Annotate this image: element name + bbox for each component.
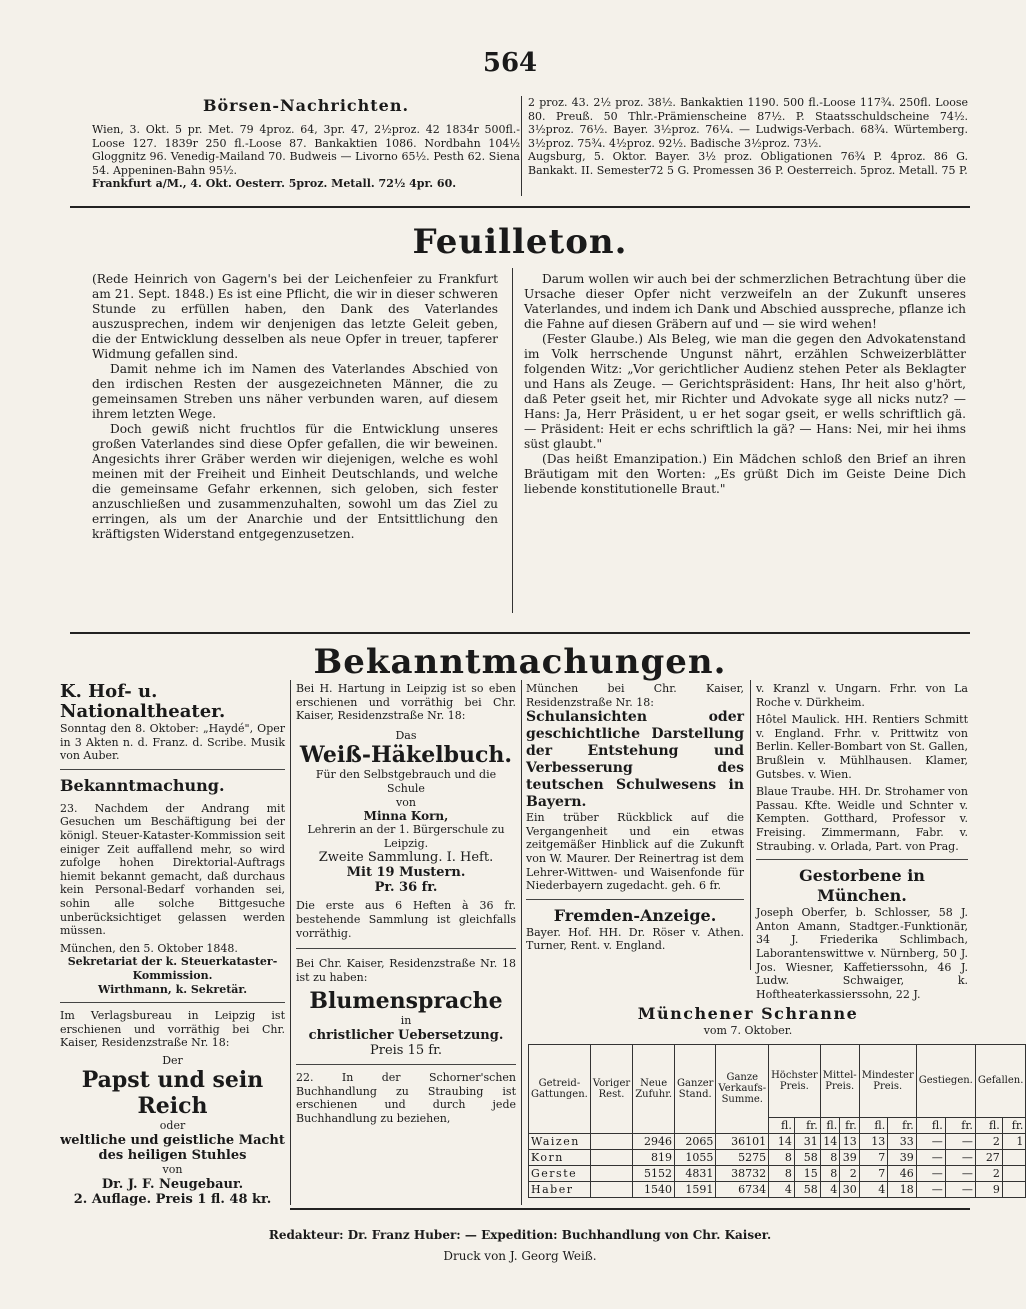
table-cell: 5275	[716, 1149, 769, 1165]
schranne-date: vom 7. Oktober.	[703, 1024, 793, 1037]
grain-name: Gerste	[529, 1165, 591, 1181]
sub-fr: fr.	[794, 1117, 820, 1133]
theater-title: K. Hof- u. Nationaltheater.	[60, 681, 226, 722]
schranne-title: Münchener Schranne	[637, 1004, 859, 1023]
th-gattung: Getreid-Gattungen.	[529, 1044, 591, 1133]
bk-date: München, den 5. Oktober 1848.	[60, 941, 238, 955]
feuilleton-para-2: Damit nehme ich im Namen des Vaterlandes Abschied von den irdischen Resten der ausgezeichneten Männer, die zu gemeinsamen Streben uns näher verbunden waren, auf diesem ihrem letzten Wege.	[92, 362, 498, 421]
table-cell: 46	[888, 1165, 917, 1181]
table-cell: 1591	[675, 1181, 716, 1197]
ads-divider-3	[750, 680, 751, 970]
schul-title: Schulansichten oder geschichtliche Darstellung der Entstehung und Verbesserung des teutschen Schulwesens in Bayern.	[526, 709, 744, 811]
schul-text: Ein trüber Rückblick auf die Vergangenheit und ein etwas zeitgemäßer Hinblick auf die Zukunft von W. Maurer. Der Reinertrag ist dem Lehrer-Wittwen- und Waisenfonde für Niederbayern zugedacht. geh. 6 fr.	[526, 811, 744, 893]
table-cell: 1	[1002, 1133, 1026, 1149]
schul-intro: München bei Chr. Kaiser, Residenzstraße Nr. 18:	[526, 682, 744, 709]
table-cell: —	[945, 1133, 975, 1149]
table-cell: 4	[859, 1181, 888, 1197]
table-cell: —	[916, 1165, 945, 1181]
boerse-title: Börsen-Nachrichten.	[202, 96, 410, 115]
table-cell: 30	[840, 1181, 860, 1197]
ads-col-2	[296, 682, 516, 1125]
bekanntmachungen-title: Bekanntmachungen.	[313, 642, 727, 682]
table-cell	[1002, 1149, 1026, 1165]
th-gestiegen: Gestiegen.	[916, 1044, 975, 1117]
sub-fl: fl.	[975, 1117, 1002, 1133]
blumen-in: in	[400, 1014, 412, 1028]
book-sub-1: weltliche und geistliche Macht	[60, 1133, 285, 1149]
fremden-cont: v. Kranzl v. Ungarn. Frhr. von La Roche v. Dürkheim.	[756, 682, 968, 709]
book-title-papst: Papst und sein Reich	[81, 1067, 264, 1120]
table-cell: 4831	[675, 1165, 716, 1181]
boerse-divider	[521, 96, 522, 196]
table-cell: 13	[840, 1133, 860, 1149]
feuilleton-para-6: (Das heißt Emanzipation.) Ein Mädchen schloß den Brief an ihren Bräutigam mit den Worten: „Es grüßt Dich im Geiste Deine Dich liebende konstitutionelle Braut."	[524, 452, 966, 496]
table-cell: 4	[820, 1181, 839, 1197]
grain-name: Haber	[529, 1181, 591, 1197]
haekel-title: Weiß-Häkelbuch.	[299, 742, 513, 769]
table-cell: 2	[840, 1165, 860, 1181]
table-cell: 4	[769, 1181, 795, 1197]
book-von: von	[162, 1163, 183, 1177]
table-cell	[590, 1133, 632, 1149]
feuilleton-para-5: (Fester Glaube.) Als Beleg, wie man die gegen den Advokatenstand im Volk herrschende Ungunst nährt, erzählen Schweizerblätter folgenden Witz: „Vor gerichtlicher Audienz stehen Peter als Beklagter und Hans als Zeuge. — Gerichtspräsident: Hans, Ihr heit also g'hört, daß Peter gseit het, mir Richter und Advokate syge all nicks nutz? — Hans: Ja, Herr Präsident, u er het sogar gseit, er wells schriftlich gä. — Präsident: Heit er echs schriftlich la gä? — Hans: Nei, mir hei ihms süst glaubt."	[524, 332, 966, 451]
feuilleton-divider	[512, 268, 513, 613]
gestorbene-title: Gestorbene in München.	[799, 866, 925, 906]
blumen-price: Preis 15 fr.	[369, 1042, 443, 1058]
table-cell: 6734	[716, 1181, 769, 1197]
feuilleton-para-3: Doch gewiß nicht fruchtlos für die Entwicklung unseres großen Vaterlandes sind diese Opfer gefallen, die wir beweinen. Angesichts ihrer Gräber werden wir diejenigen, welche es wohl meinen mit der Freiheit und Einheit Deutschlands, und welche die gemeinsame Gefahr erkennen, sich geloben, sich fester anzuschließen und zusammenzuhalten, sowohl um das Ziel zu erringen, als um der Anarchie und der Entsittlichung den kräftigsten Widerstand entgegenzusetzen.	[92, 422, 498, 541]
table-row	[529, 1149, 1026, 1165]
blaue-traube: Blaue Traube. HH. Dr. Strohamer von Passau. Kfte. Weidle und Schnter v. Kempten. Gotthard, Professor v. Freising. Zimmermann, Fabr. v. Straubing. v. Orlada, Part. von Prag.	[756, 785, 968, 853]
th-zufuhr: Neue Zufuhr.	[633, 1044, 675, 1133]
book-der: Der	[162, 1053, 183, 1067]
th-rest: Voriger Rest.	[590, 1044, 632, 1133]
haekel-das: Das	[395, 728, 417, 742]
book-sub-2: des heiligen Stuhles	[98, 1148, 247, 1164]
table-cell: 27	[975, 1149, 1002, 1165]
sub-fl: fl.	[916, 1117, 945, 1133]
table-cell: 18	[888, 1181, 917, 1197]
page-number: 564	[482, 48, 538, 78]
boerse-right	[528, 96, 968, 178]
feuilleton-para-4: Darum wollen wir auch bei der schmerzlichen Betrachtung über die Ursache dieser Opfer nicht verzweifeln an der Zukunft unseres Vaterlandes, und indem ich Dank und Abschied ausspreche, pflanze ich die Fahne auf diesen Gräbern auf und — sie wird wehen!	[524, 272, 966, 331]
footer-line-1: Redakteur: Dr. Franz Huber: — Expedition: Buchhandlung von Chr. Kaiser.	[268, 1228, 772, 1242]
blumen-title: Blumensprache	[309, 988, 503, 1015]
th-mittel: Mittel-Preis.	[820, 1044, 859, 1117]
table-row	[529, 1133, 1026, 1149]
table-cell: 7	[859, 1165, 888, 1181]
table-cell	[590, 1165, 632, 1181]
table-cell: 2	[975, 1165, 1002, 1181]
th-mindester: Mindester Preis.	[859, 1044, 916, 1117]
feuilleton-title: Feuilleton.	[412, 222, 628, 262]
schranne-block	[528, 1004, 1024, 1198]
sub-fr: fr.	[1002, 1117, 1026, 1133]
feuilleton-left	[92, 272, 498, 542]
sub-fr: fr.	[945, 1117, 975, 1133]
feuilleton-right	[524, 272, 966, 497]
table-cell: 5152	[633, 1165, 675, 1181]
table-cell: 819	[633, 1149, 675, 1165]
haekel-note: Die erste aus 6 Heften à 36 fr. bestehende Sammlung ist gleichfalls vorräthig.	[296, 899, 516, 940]
table-row	[529, 1165, 1026, 1181]
table-cell	[590, 1181, 632, 1197]
fremden-text: Bayer. Hof. HH. Dr. Röser v. Athen. Turner, Rent. v. England.	[526, 925, 744, 953]
table-cell: 8	[769, 1165, 795, 1181]
table-cell: —	[945, 1181, 975, 1197]
rule-footer	[290, 1208, 970, 1210]
sub-fl: fl.	[820, 1117, 839, 1133]
ads-col-4	[756, 682, 968, 1001]
rule-boerse	[70, 206, 970, 208]
table-cell: 1540	[633, 1181, 675, 1197]
table-cell: 39	[888, 1149, 917, 1165]
blumen-sub: christlicher Uebersetzung.	[308, 1027, 504, 1043]
table-cell: 36101	[716, 1133, 769, 1149]
table-cell: 8	[820, 1165, 839, 1181]
bk-sign-1: Sekretariat der k. Steuerkataster-Kommission.	[67, 955, 278, 982]
boerse-right-text: 2 proz. 43. 2½ proz. 38½. Bankaktien 1190. 500 fl.-Loose 117¾. 250fl. Loose 80. Preuß. 50 Thlr.-Prämienscheine 87½. P. Staatsschuldscheine 74½. 3½proz. 76½. Bayer. 3½proz. 76¼. — Ludwigs-Verbach. 68¾. Würtemberg. 3½proz. 75¾. 4½proz. 92½. Badische 3½proz. 73½.	[528, 96, 968, 150]
fremden-title: Fremden-Anzeige.	[553, 905, 717, 925]
haekel-edition: Zweite Sammlung. I. Heft.	[318, 850, 494, 866]
table-cell: 58	[794, 1149, 820, 1165]
sub-fr: fr.	[840, 1117, 860, 1133]
boerse-augsburg: Augsburg, 5. Oktor. Bayer. 3½ proz. Obligationen 76¾ P. 4proz. 86 G. Bankakt. II. Semester72 5 G. Promessen 36 P. Oesterreich. 5proz. Metall. 75 P.	[528, 150, 968, 177]
haekel-author-sub: Lehrerin an der 1. Bürgerschule zu Leipzig.	[307, 823, 505, 850]
feuilleton-para-1: (Rede Heinrich von Gagern's bei der Leichenfeier zu Frankfurt am 21. Sept. 1848.) Es ist eine Pflicht, die wir in dieser schweren Stunde zu erfüllen haben, den Dank des Vaterlandes auszusprechen, indem wir denjenigen das letzte Geleit geben, die der Entwicklung desselben als neue Opfer in treuer, tapferer Widmung gefallen sind.	[92, 272, 498, 361]
sub-fl: fl.	[859, 1117, 888, 1133]
book-price: 2. Auflage. Preis 1 fl. 48 kr.	[73, 1191, 272, 1207]
table-cell: 31	[794, 1133, 820, 1149]
bk-text: 23. Nachdem der Andrang mit Gesuchen um Beschäftigung bei der königl. Steuer-Kataster-Kommission seit einiger Zeit auffallend mehr, so wird zufolge hohen Direktorial-Auftrags hiemit bekannt gemacht, daß durchaus kein Personal-Bedarf vorhanden sei, sohin alle solche Bittgesuche unberücksichtiget gelassen werden müssen.	[60, 801, 285, 938]
theater-text: Sonntag den 8. Oktober: „Haydé", Oper in 3 Akten n. d. Franz. d. Scribe. Musik von Auber.	[60, 722, 285, 763]
book-author: Dr. J. F. Neugebaur.	[101, 1176, 244, 1192]
table-cell: 39	[840, 1149, 860, 1165]
ads-col-1	[60, 682, 285, 1207]
verlag-text: Im Verlagsbureau in Leipzig ist erschienen und vorräthig bei Chr. Kaiser, Residenzstraße Nr. 18:	[60, 1009, 285, 1050]
grain-name: Waizen	[529, 1133, 591, 1149]
th-summe: Ganze Verkaufs-Summe.	[716, 1044, 769, 1133]
boerse-left	[92, 96, 520, 191]
boerse-wien: Wien, 3. Okt. 5 pr. Met. 79 4proz. 64, 3pr. 47, 2½proz. 42 1834r 500fl.-Loose 127. 1839r 250 fl.-Loose 87. Bankaktien 1086. Nordbahn 104½ Gloggnitz 96. Venedig-Mailand 70. Budweis — Livorno 65½. Pesth 62. Siena 54. Appeninen-Bahn 95½.	[92, 123, 520, 177]
th-gefallen: Gefallen.	[975, 1044, 1026, 1117]
book-oder: oder	[159, 1119, 186, 1133]
boerse-frankfurt: Frankfurt a/M., 4. Okt. Oesterr. 5proz. Metall. 72½ 4pr. 60.	[92, 177, 457, 191]
th-stand: Ganzer Stand.	[675, 1044, 716, 1133]
table-cell: 14	[769, 1133, 795, 1149]
table-cell: 1055	[675, 1149, 716, 1165]
gestorbene-text: Joseph Oberfer, b. Schlosser, 58 J. Anton Amann, Stadtger.-Funktionär, 34 J. Friederika Schlimbach, Laborantenswittwe v. Nürnberg, 50 J. Jos. Wiesner, Kaffetierssohn, 46 J. Ludw. Schwaiger, k. Hoftheaterkassierssohn, 22 J.	[756, 906, 968, 1001]
th-hoechster: Höchster Preis.	[769, 1044, 821, 1117]
table-cell: —	[916, 1149, 945, 1165]
table-cell: —	[916, 1133, 945, 1149]
table-cell: 2946	[633, 1133, 675, 1149]
hotel-maulick: Hôtel Maulick. HH. Rentiers Schmitt v. England. Frhr. v. Prittwitz von Berlin. Keller-Bombart von St. Gallen, Brußlein v. Mühlhausen. Klamer, Gutsbes. v. Wien.	[756, 713, 968, 781]
bk-sign-2: Wirthmann, k. Sekretär.	[97, 982, 248, 996]
table-cell: 7	[859, 1149, 888, 1165]
table-cell: —	[945, 1165, 975, 1181]
haekel-author: Minna Korn,	[363, 809, 449, 824]
table-cell: 8	[769, 1149, 795, 1165]
sub-fr: fr.	[888, 1117, 917, 1133]
table-cell: 2	[975, 1133, 1002, 1149]
haekel-intro: Bei H. Hartung in Leipzig ist so eben erschienen und vorräthig bei Chr. Kaiser, Residenzstraße Nr. 18:	[296, 682, 516, 723]
haekel-von: von	[396, 795, 416, 809]
table-cell: —	[945, 1149, 975, 1165]
table-cell: 8	[820, 1149, 839, 1165]
schranne-header-row	[529, 1044, 1026, 1117]
table-cell: 2065	[675, 1133, 716, 1149]
haekel-sub: Für den Selbstgebrauch und die Schule	[315, 768, 497, 795]
blumen-intro: Bei Chr. Kaiser, Residenzstraße Nr. 18 ist zu haben:	[296, 957, 516, 984]
table-row	[529, 1181, 1026, 1197]
table-cell: 9	[975, 1181, 1002, 1197]
table-cell	[590, 1149, 632, 1165]
table-cell: 15	[794, 1165, 820, 1181]
table-cell: —	[916, 1181, 945, 1197]
ads-divider-2	[521, 680, 522, 1205]
rule-feuilleton	[70, 632, 970, 634]
table-cell	[1002, 1181, 1026, 1197]
schorner-text: 22. In der Schorner'schen Buchhandlung zu Straubing ist erschienen und durch jede Buchhandlung zu beziehen,	[296, 1070, 516, 1125]
schranne-table	[528, 1044, 1026, 1198]
sub-fl: fl.	[769, 1117, 795, 1133]
table-cell: 58	[794, 1181, 820, 1197]
schranne-body	[529, 1133, 1026, 1197]
table-cell: 38732	[716, 1165, 769, 1181]
ads-divider-1	[290, 680, 291, 1205]
footer-line-2: Druck von J. Georg Weiß.	[443, 1249, 597, 1263]
table-cell: 14	[820, 1133, 839, 1149]
grain-name: Korn	[529, 1149, 591, 1165]
bk-title: Bekanntmachung.	[60, 775, 225, 795]
haekel-muster: Mit 19 Mustern.	[346, 865, 466, 881]
table-cell: 13	[859, 1133, 888, 1149]
haekel-price: Pr. 36 fr.	[374, 880, 438, 896]
ads-col-3	[526, 682, 744, 953]
table-cell	[1002, 1165, 1026, 1181]
table-cell: 33	[888, 1133, 917, 1149]
